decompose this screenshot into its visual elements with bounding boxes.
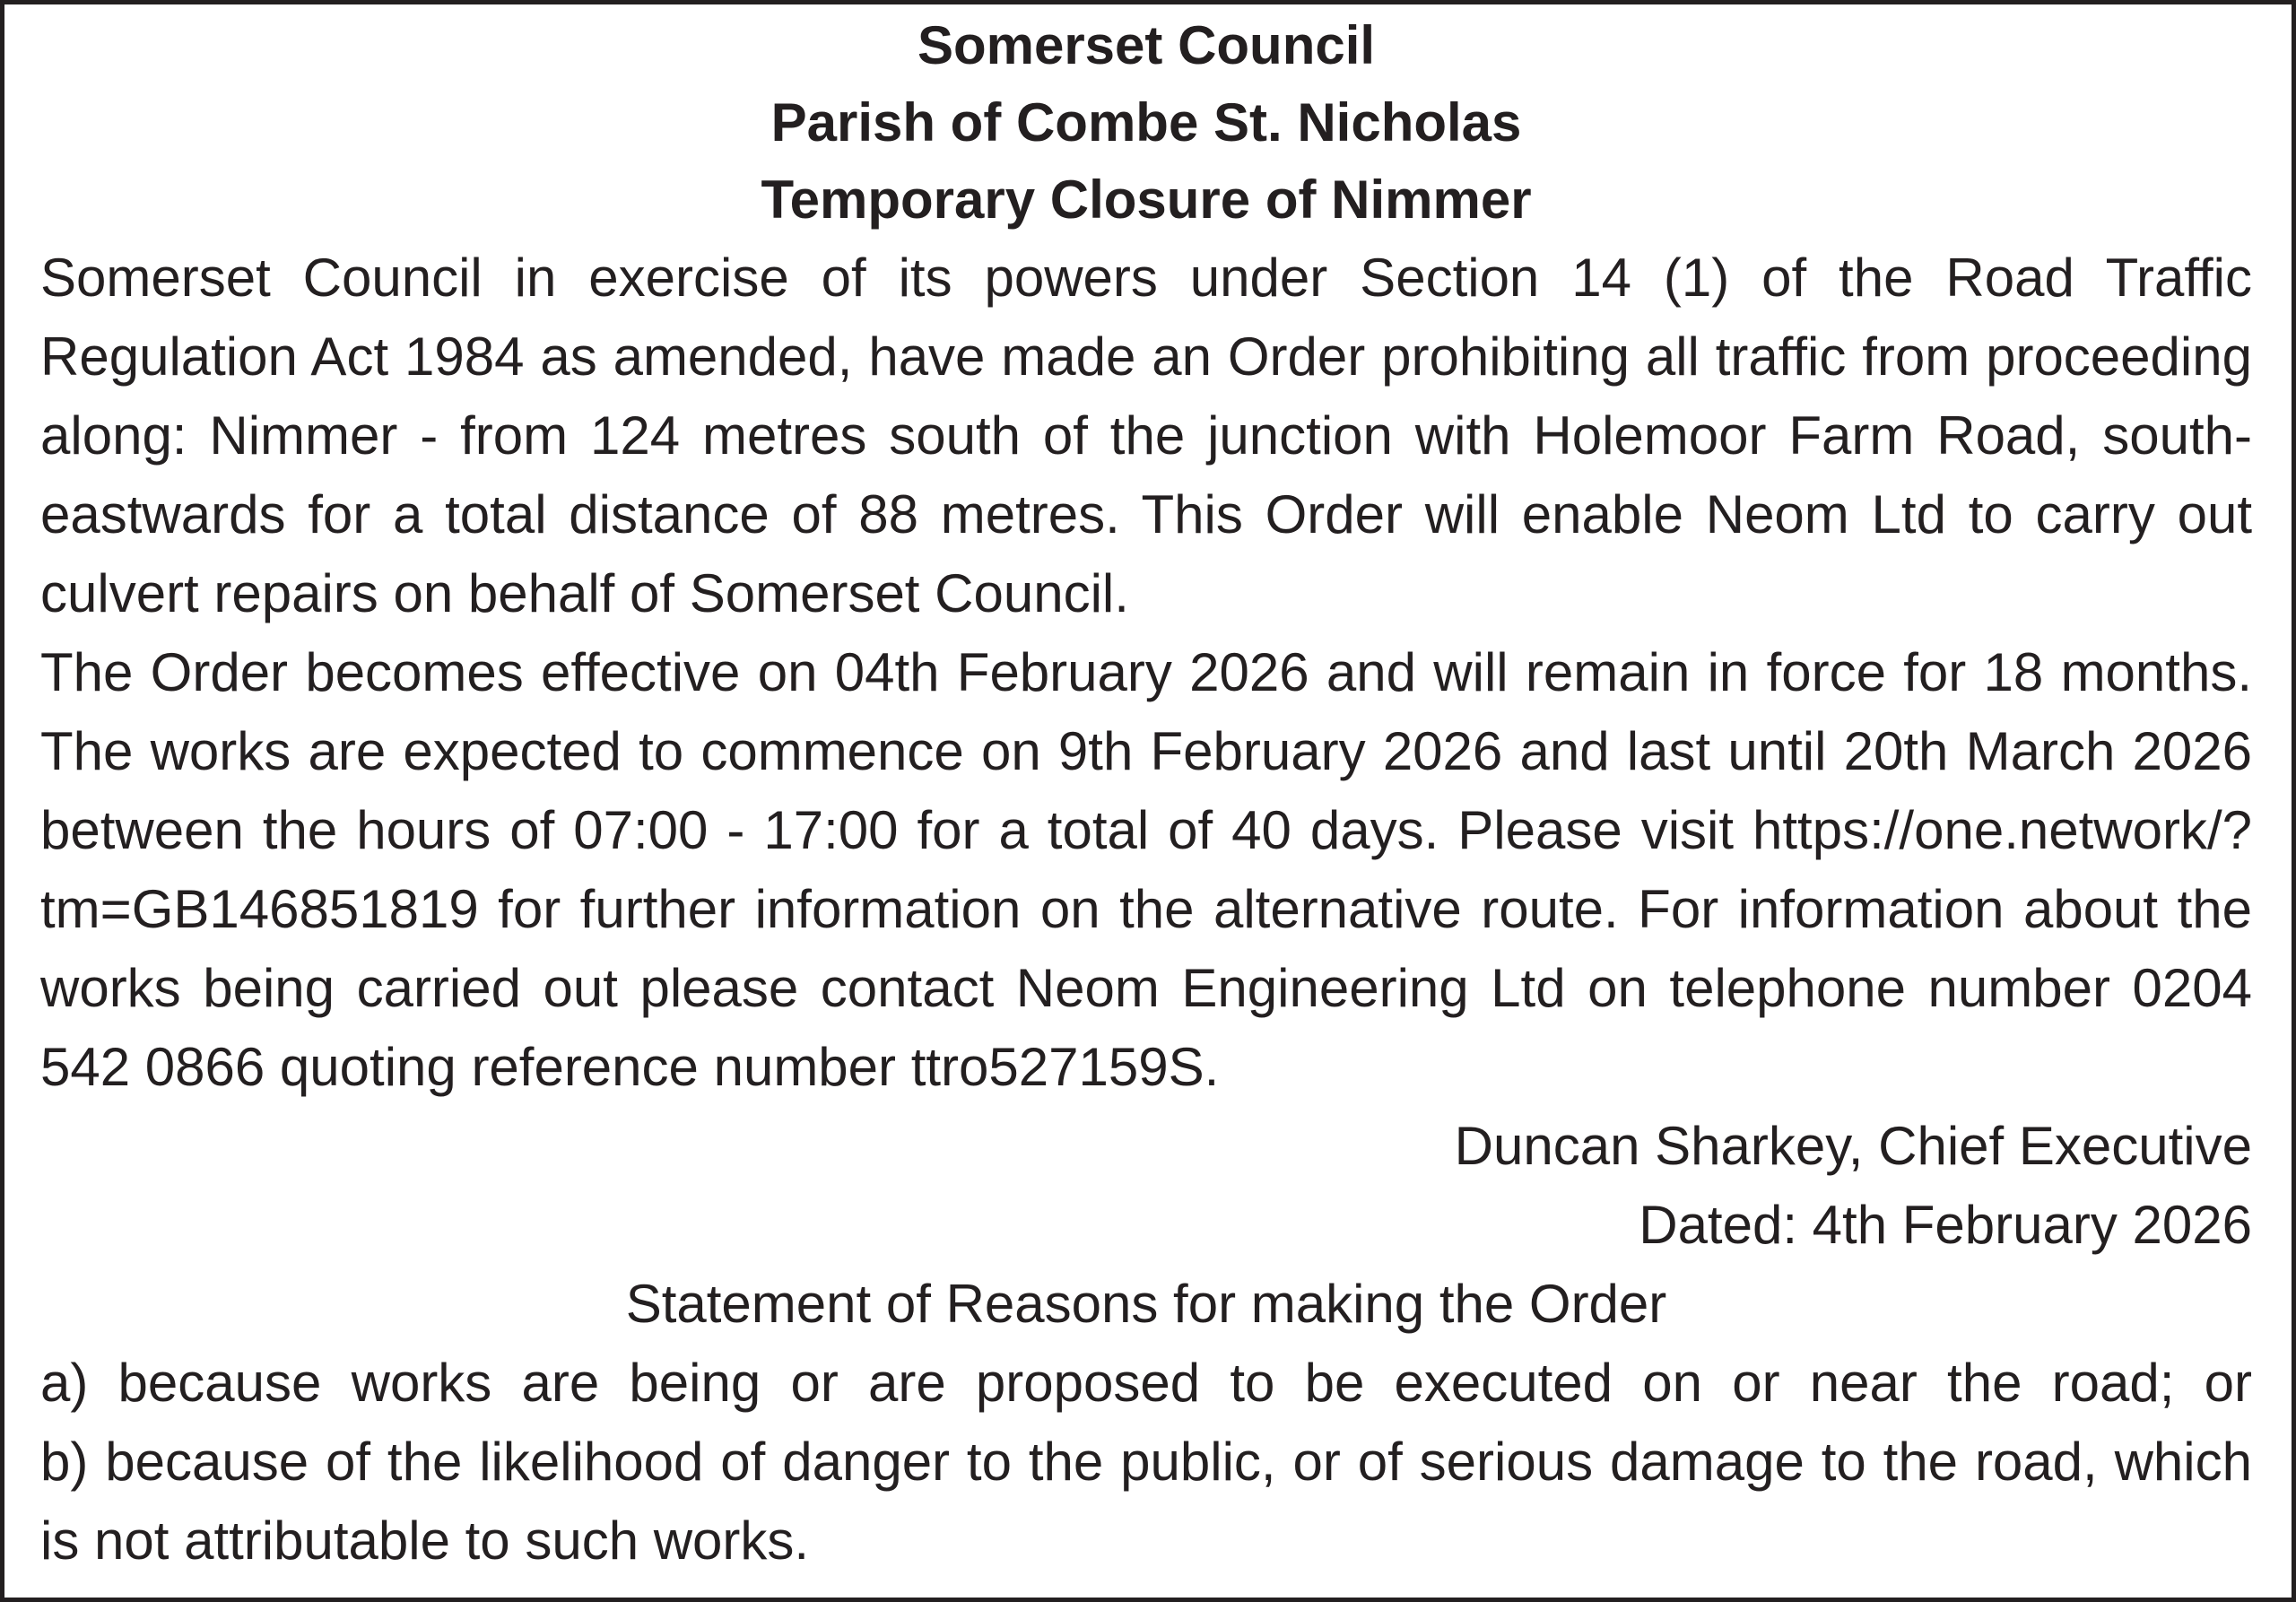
order-paragraph: Somerset Council in exercise of its powers under Section 14 (1) of the Road Traffic Regulation Act 1984 as amended, have made an Order prohibiting all traffic from proceeding along: Nimmer - from 124 metres south of the junction with Holemoor Farm Road, south-eastwards for a total distance of 88 metres. This Order will enable Neom Ltd to carry out culvert repairs on behalf of Somerset Council. [40, 248, 2252, 623]
reasons-title: Statement of Reasons for making the Order [625, 1274, 1667, 1334]
reason-b: b) because of the likelihood of danger to the public, or of serious damage to the road, which is not attributable to such works. [40, 1432, 2252, 1571]
reason-a: a) because works are being or are proposed to be executed on or near the road; or [40, 1353, 2252, 1413]
dates-paragraph: The Order becomes effective on 04th February 2026 and will remain in force for 18 months. The works are expected to commence on 9th February 2026 and last until 20th March 2026 between the hours of 07:00 - 17:00 for a total of 40 days. Please visit https://one.network/?tm=GB146851819 for further information on the alternative route. For information about the works being carried out please contact Neom Engineering Ltd on telephone number 0204 542 0866 quoting reference number ttro527159S. [40, 642, 2252, 1097]
signatory: Duncan Sharkey, Chief Executive [1454, 1116, 2252, 1176]
parish-heading: Parish of Combe St. Nicholas [770, 92, 1522, 152]
closure-title-heading: Temporary Closure of Nimmer [761, 170, 1532, 230]
dated-line: Dated: 4th February 2026 [1639, 1195, 2252, 1255]
council-name-heading: Somerset Council [917, 15, 1376, 75]
